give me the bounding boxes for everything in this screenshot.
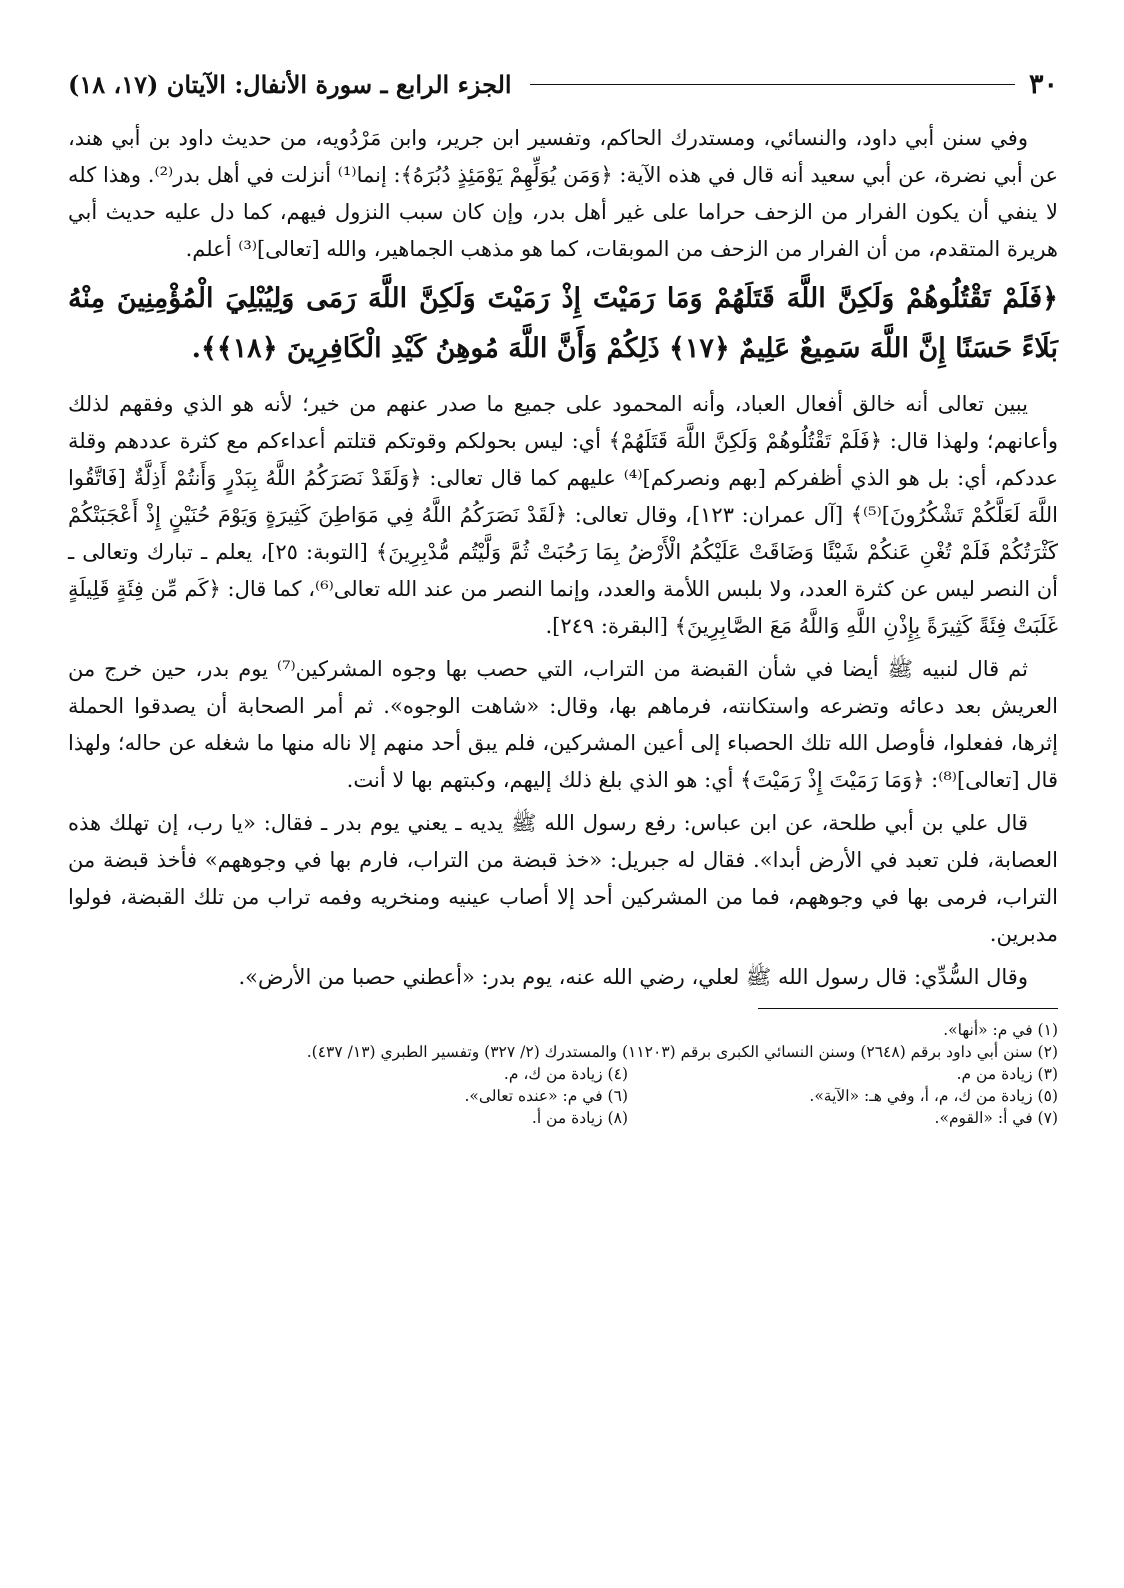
footnote-5: (٥) زيادة من ك، م، أ، وفي هـ: «الآية».	[809, 1087, 1058, 1105]
footnote-7: (٧) في أ: «القوم».	[934, 1109, 1058, 1127]
paragraph-ibn-abbas-report: قال علي بن أبي طلحة، عن ابن عباس: رفع رسول الله ﷺ يديه ـ يعني يوم بدر ـ فقال: «يا رب، إن تهلك هذه العصابة، فلن تعبد في الأرض أبدا». فقال له جبريل: «خذ قبضة من التراب، فارم بها في وجوههم» فأخذ قبضة من التراب، فرمى بها في وجوههم، فما من المشركين أحد إلا أصاب عينيه ومنخريه وفمه تراب من تلك القبضة، فولوا مدبرين.	[68, 811, 1058, 946]
footnote-row	[68, 1041, 1058, 1063]
footnote-8: (٨) زيادة من أ.	[531, 1109, 628, 1127]
footnote-4: (٤) زيادة من ك، م.	[503, 1065, 628, 1083]
running-header	[68, 62, 1058, 106]
footnote-row	[68, 1107, 1058, 1129]
paragraph-hadith-sources: وفي سنن أبي داود، والنسائي، ومستدرك الحاكم، وتفسير ابن جرير، وابن مَرْدُويه، من حديث داود بن أبي هند، عن أبي نضرة، عن أبي سعيد أنه قال في هذه الآية: ﴿وَمَن يُوَلِّهِمْ يَوْمَئِذٍ دُبُرَهُ﴾: إنما⁽¹⁾ أنزلت في أهل بدر⁽²⁾. وهذا كله لا ينفي أن يكون الفرار من الزحف حراما على غير أهل بدر، وإن كان سبب النزول فيهم، كما دل عليه حديث أبي هريرة المتقدم، من أن الفرار من الزحف من الموبقات، كما هو مذهب الجماهير، والله [تعالى]⁽³⁾ أعلم.	[68, 126, 1059, 261]
running-title: الجزء الرابع ـ سورة الأنفال: الآيتان (١٧، ١٨)	[68, 69, 512, 99]
quran-verse-block: ﴿فَلَمْ تَقْتُلُوهُمْ وَلَكِنَّ اللَّهَ قَتَلَهُمْ وَمَا رَمَيْتَ إِذْ رَمَيْتَ وَلَكِنَّ اللَّهَ رَمَى وَلِيُبْلِيَ الْمُؤْمِنِينَ مِنْهُ بَلَاءً حَسَنًا إِنَّ اللَّهَ سَمِيعٌ عَلِيمٌ ﴿١٧﴾ ذَلِكُمْ وَأَنَّ اللَّهَ مُوهِنُ كَيْدِ الْكَافِرِينَ ﴿١٨﴾﴾.	[68, 283, 1058, 364]
paragraph-explanation: يبين تعالى أنه خالق أفعال العباد، وأنه المحمود على جميع ما صدر عنهم من خير؛ لأنه هو الذي وفقهم لذلك وأعانهم؛ ولهذا قال: ﴿فَلَمْ تَقْتُلُوهُمْ وَلَكِنَّ اللَّهَ قَتَلَهُمْ﴾ أي: ليس بحولكم وقوتكم قتلتم أعداءكم مع كثرة عددهم وقلة عددكم، أي: بل هو الذي أظفركم [بهم ونصركم]⁽⁴⁾ عليهم كما قال تعالى: ﴿وَلَقَدْ نَصَرَكُمُ اللَّهُ بِبَدْرٍ وَأَنتُمْ أَذِلَّةٌ [فَاتَّقُوا اللَّهَ لَعَلَّكُمْ تَشْكُرُونَ]⁽⁵⁾﴾ [آل عمران: ١٢٣]، وقال تعالى: ﴿لَقَدْ نَصَرَكُمُ اللَّهُ فِي مَوَاطِنَ كَثِيرَةٍ وَيَوْمَ حُنَيْنٍ إِذْ أَعْجَبَتْكُمْ كَثْرَتُكُمْ فَلَمْ تُغْنِ عَنكُمْ شَيْئًا وَضَاقَتْ عَلَيْكُمُ الْأَرْضُ بِمَا رَحُبَتْ ثُمَّ وَلَّيْتُم مُّدْبِرِينَ﴾ [التوبة: ٢٥]، يعلم ـ تبارك وتعالى ـ أن النصر ليس عن كثرة العدد، ولا بلبس اللأمة والعدد، وإنما النصر من عند الله تعالى⁽⁶⁾، كما قال: ﴿كَم مِّن فِئَةٍ قَلِيلَةٍ غَلَبَتْ فِئَةً كَثِيرَةً بِإِذْنِ اللَّهِ وَاللَّهُ مَعَ الصَّابِرِينَ﴾ [البقرة: ٢٤٩].	[68, 392, 1058, 638]
book-page	[68, 62, 1058, 1562]
page-number: ٣٠	[1028, 68, 1058, 100]
paragraph-handful-of-dust: ثم قال لنبيه ﷺ أيضا في شأن القبضة من التراب، التي حصب بها وجوه المشركين⁽⁷⁾ يوم بدر، حين خرج من العريش بعد دعائه وتضرعه واستكانته، فرماهم بها، وقال: «شاهت الوجوه». ثم أمر الصحابة أن يصدقوا الحملة إثرها، ففعلوا، فأوصل الله تلك الحصباء إلى أعين المشركين، فلم يبق أحد منهم إلا ناله منها ما شغله عن حاله؛ ولهذا قال [تعالى]⁽⁸⁾: ﴿وَمَا رَمَيْتَ إِذْ رَمَيْتَ﴾ أي: هو الذي بلغ ذلك إليهم، وكبتهم بها لا أنت.	[68, 657, 1058, 792]
paragraph-suddi-report: وقال السُّدِّي: قال رسول الله ﷺ لعلي، رضي الله عنه، يوم بدر: «أعطني حصبا من الأرض».	[238, 965, 1028, 989]
footnote-3: (٣) زيادة من م.	[956, 1065, 1058, 1083]
footnote-row	[68, 1019, 1058, 1041]
footnote-6: (٦) في م: «عنده تعالى».	[464, 1087, 628, 1105]
footnote-separator	[758, 1008, 1058, 1009]
header-rule	[530, 84, 1015, 85]
footnotes	[68, 1019, 1058, 1129]
footnote-row	[68, 1063, 1058, 1085]
footnote-row	[68, 1085, 1058, 1107]
footnote-2: (٢) سنن أبي داود برقم (٢٦٤٨) وسنن النسائي الكبرى برقم (١١٢٠٣) والمستدرك (٢/ ٣٢٧) وتفسير الطبري (١٣/ ٤٣٧).	[306, 1043, 1058, 1061]
footnote-1: (١) في م: «أنها».	[943, 1021, 1058, 1039]
